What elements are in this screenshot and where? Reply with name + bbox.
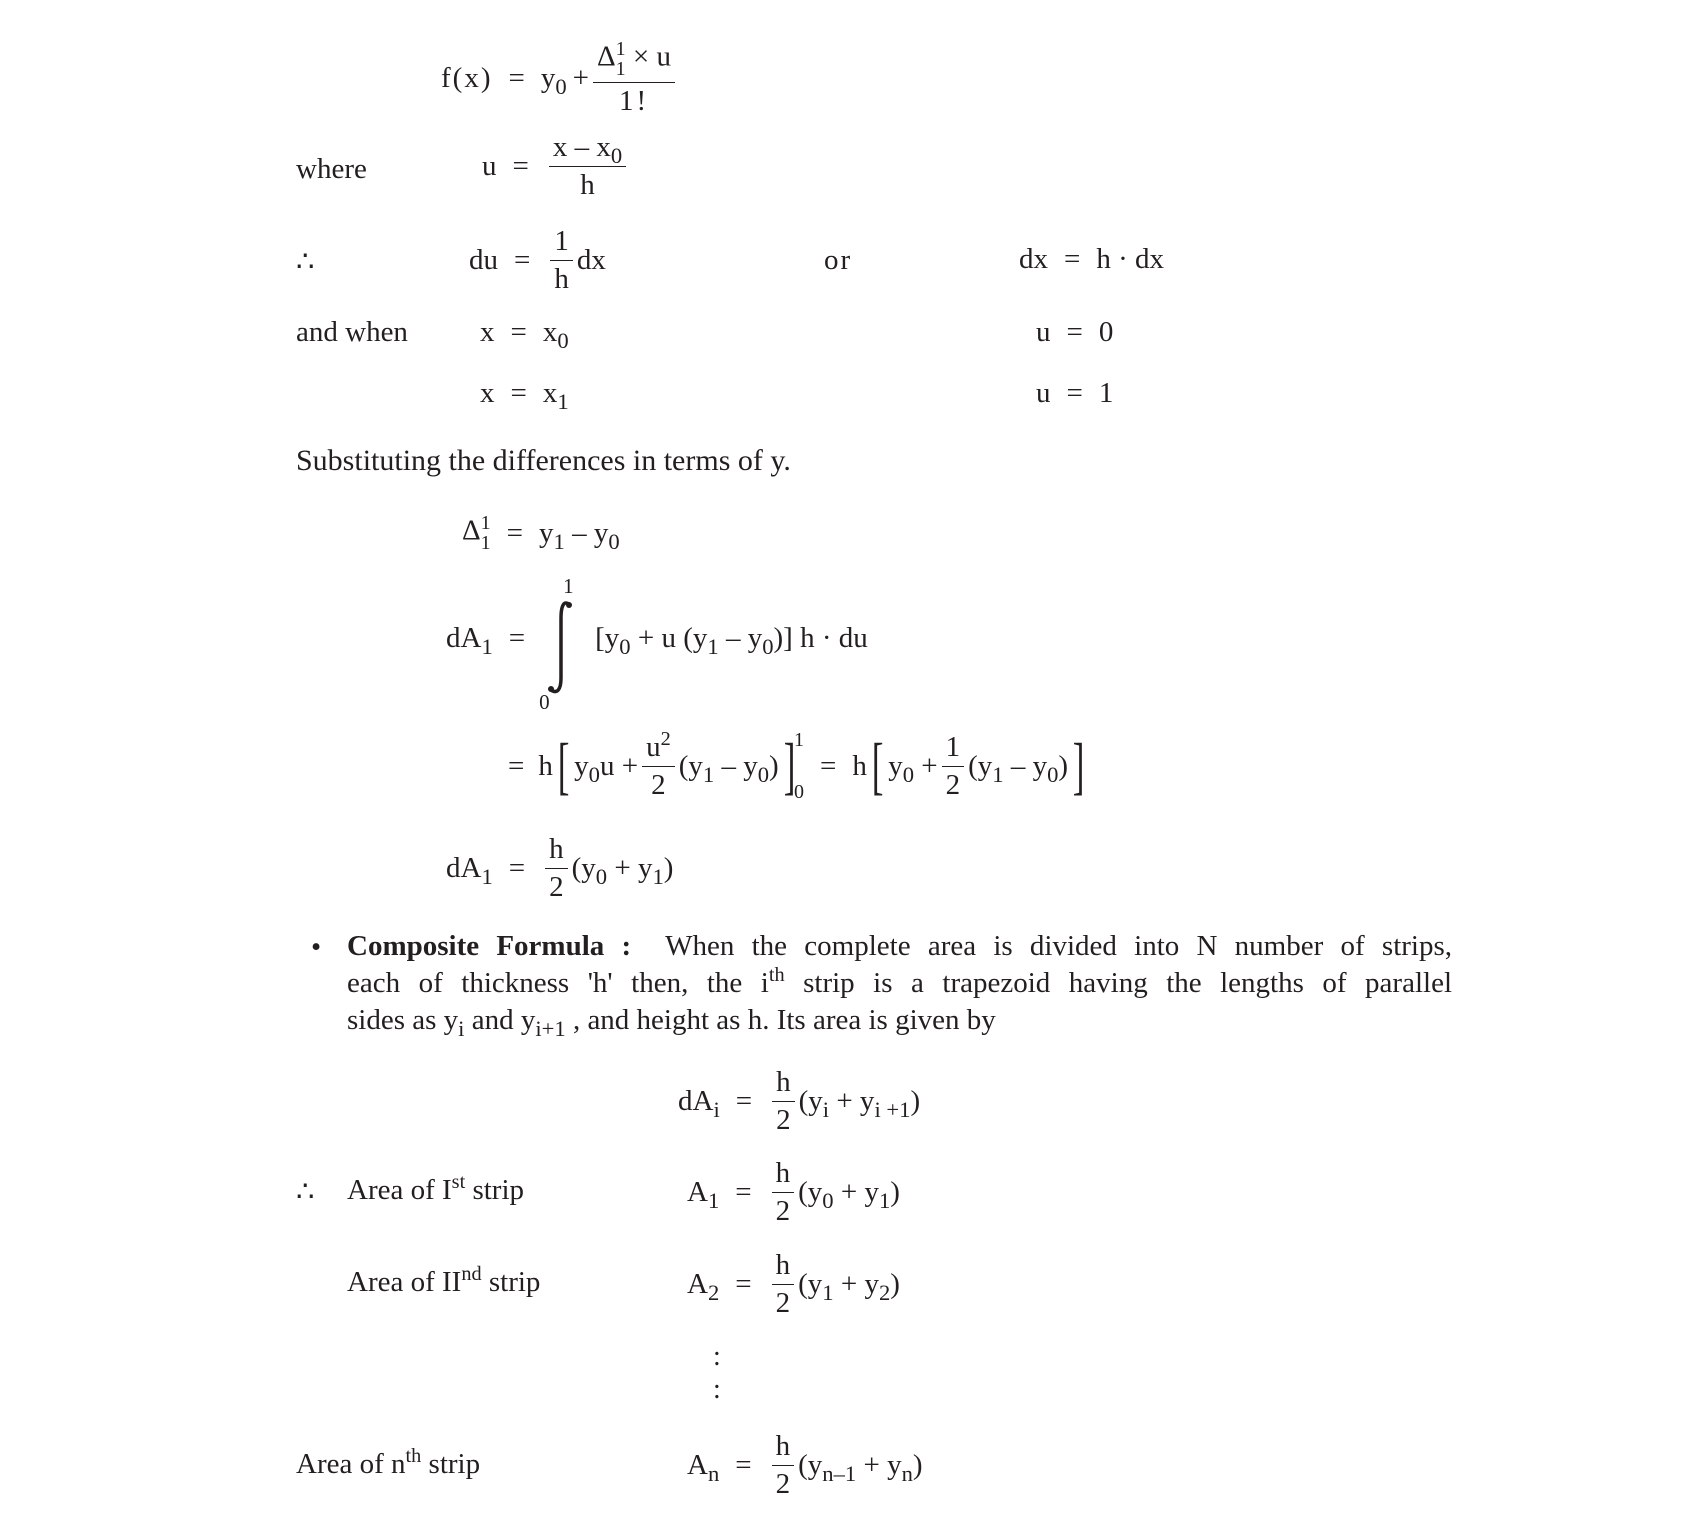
x1: $x_1$ [542, 376, 569, 414]
x-lhs: x [480, 376, 495, 409]
du-dx: dx [576, 243, 606, 276]
integral-lower-limit: 0 [539, 690, 550, 714]
composite-title: Composite Formula : [347, 930, 632, 962]
u2-fraction: $\frac{u^2}{2}$ [642, 732, 675, 800]
h-factor: h [852, 749, 867, 782]
equation-fx [441, 38, 679, 118]
label-or: or [824, 244, 853, 276]
h-over-2-fraction: $\frac{h}{2}$ [772, 1250, 795, 1318]
vertical-ellipsis: : [713, 1374, 721, 1405]
label-and-when: and when [296, 316, 408, 348]
integral-icon [539, 574, 581, 714]
equals-sign: = [820, 749, 837, 782]
composite-line-3: sides as $y_i$ and $y_{i+1}$ , and height as h. Its area is given by [347, 1004, 996, 1041]
equation-An [687, 1427, 923, 1503]
dA1-rhs: $(y_0 + y_1)$ [571, 851, 674, 889]
u-lhs: u [1036, 315, 1051, 348]
equation-u-1 [1036, 377, 1113, 409]
eval-term1: $y_0u$ + [574, 749, 639, 787]
equals-sign: = [508, 749, 525, 782]
dAi-rhs: $(y_i + y_{i +1})$ [798, 1084, 921, 1122]
integrand: [$y_0 + u$ $(y_1 - y_0)$] h · du [595, 621, 868, 659]
A2-rhs: $(y_1 + y_2)$ [798, 1267, 900, 1305]
equals-sign: = [735, 1084, 753, 1117]
integral-upper-limit: 1 [563, 574, 574, 598]
dx-lhs: dx [1019, 242, 1048, 275]
equation-u [482, 128, 630, 204]
evaluation-limits: 1 0 [794, 729, 805, 803]
fx-lhs: f(x) [441, 61, 493, 94]
h-over-2-fraction: $\frac{h}{2}$ [545, 834, 568, 902]
equals-sign: = [510, 376, 527, 409]
eval-term4: $(y_1 - y_0)$ [968, 749, 1069, 787]
equals-sign: = [735, 1267, 752, 1300]
delta-rhs: $y_1 - y_0$ [539, 516, 620, 554]
label-where: where [296, 153, 367, 185]
x0: $x_0$ [542, 315, 569, 353]
composite-paragraph [347, 928, 1452, 1039]
dA1-lhs: $dA_1$ [446, 851, 493, 889]
du-fraction: $\frac{1}{h}$ [550, 226, 573, 294]
therefore-symbol: ∴ [296, 246, 315, 278]
equation-du [469, 222, 606, 298]
equals-sign: = [508, 621, 526, 654]
equation-dA1 [446, 830, 673, 906]
therefore-symbol: ∴ [296, 1176, 315, 1208]
u-lhs: u [482, 149, 497, 182]
label-strip-n: Area of $n^{th}$ strip [296, 1444, 481, 1480]
label-strip-1: Area of Ist strip [347, 1170, 525, 1206]
left-bracket: [ [557, 730, 570, 801]
h-over-2-fraction: $\frac{h}{2}$ [772, 1431, 795, 1499]
right-bracket: ] [783, 730, 796, 801]
composite-line-1: Composite Formula : When the complete area is divided into N number of strips, [347, 930, 1453, 962]
equals-sign: = [506, 516, 524, 549]
equation-evaluation [508, 724, 1089, 808]
eval-term2: $(y_1 - y_0)$ [678, 749, 779, 787]
fx-y0: $y_0$ [540, 61, 567, 99]
A1-rhs: $(y_0 + y_1)$ [798, 1175, 900, 1213]
equation-integral [446, 574, 868, 714]
An-lhs: $A_n$ [687, 1448, 720, 1486]
equation-dx [1019, 244, 1164, 274]
equals-sign: = [1064, 242, 1081, 275]
equals-sign: = [510, 315, 527, 348]
equation-dAi [678, 1063, 920, 1139]
delta-lhs: Δ 1 1 [462, 512, 491, 554]
equation-A2 [687, 1246, 900, 1322]
half-fraction: $\frac{1}{2}$ [942, 732, 965, 800]
A2-lhs: $A_2$ [687, 1267, 720, 1305]
equals-sign: = [1066, 376, 1083, 409]
du-lhs: du [469, 243, 498, 276]
equation-u-0 [1036, 316, 1113, 348]
u-lhs: u [1036, 376, 1051, 409]
equals-sign: = [512, 149, 529, 182]
h-over-2-fraction: $\frac{h}{2}$ [772, 1067, 795, 1135]
equals-sign: = [1066, 315, 1083, 348]
equals-sign: = [735, 1448, 752, 1481]
equals-sign: = [508, 851, 526, 884]
equation-x-x0 [480, 315, 569, 353]
dA1-lhs: $dA_1$ [446, 621, 493, 659]
dx-rhs: h · dx [1096, 242, 1165, 275]
bullet-icon: • [311, 931, 322, 963]
right-bracket: ] [1072, 730, 1085, 801]
eval-term3: $y_0$ + [888, 749, 938, 787]
left-bracket: [ [871, 730, 884, 801]
equals-sign: = [735, 1175, 752, 1208]
vertical-ellipsis: : [713, 1341, 721, 1372]
x-lhs: x [480, 315, 495, 348]
u-fraction: $\frac{x - x_0}{h}$ [549, 132, 626, 200]
text-substituting: Substituting the differences in terms of y. [296, 444, 791, 477]
dAi-lhs: $dA_i$ [678, 1084, 720, 1122]
h-factor: h [538, 749, 553, 782]
label-strip-2: Area of IInd strip [347, 1262, 541, 1298]
u-value: 1 [1098, 376, 1114, 409]
equation-x-x1 [480, 376, 569, 414]
equals-sign: = [514, 243, 531, 276]
equation-A1 [687, 1154, 900, 1230]
u-value: 0 [1098, 315, 1114, 348]
An-rhs: $(y_{n-1} + y_n)$ [798, 1448, 923, 1486]
equals-sign: = [508, 61, 525, 94]
h-over-2-fraction: $\frac{h}{2}$ [772, 1158, 795, 1226]
equation-delta [462, 510, 620, 556]
composite-line-2: each of thickness 'h' then, the $i^{th}$ strip is a trapezoid having the lengths of parallel [347, 963, 1452, 999]
A1-lhs: $A_1$ [687, 1175, 720, 1213]
plus-sign: + [572, 61, 590, 94]
fx-fraction: Δ 1 1 × u 1! [593, 39, 675, 116]
